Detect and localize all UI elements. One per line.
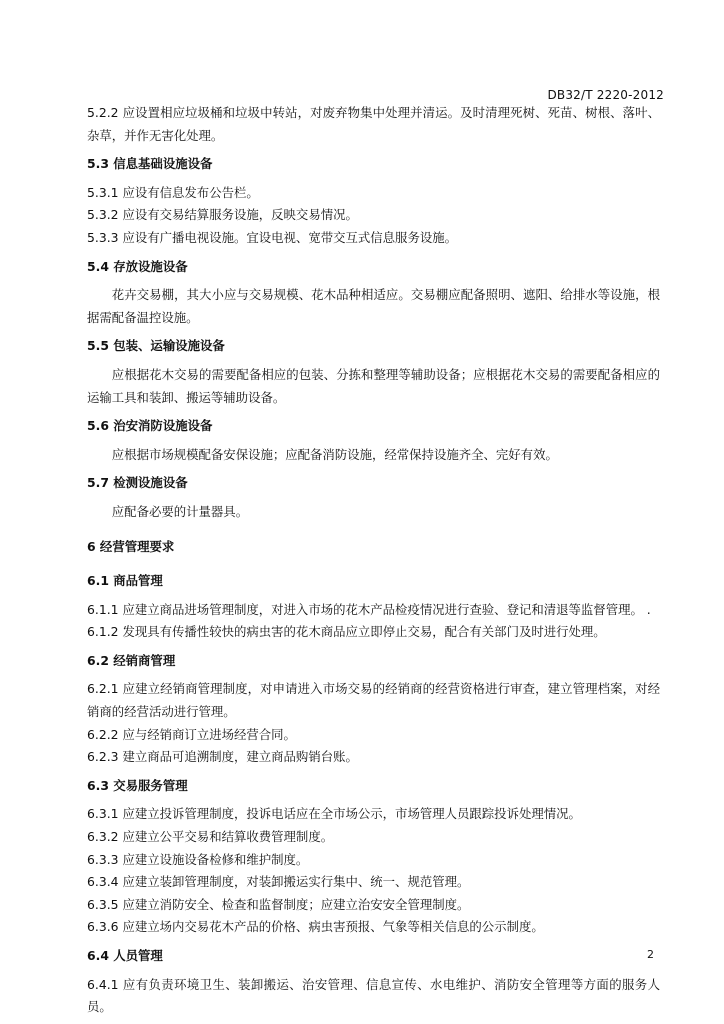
clause-6-2-2: 6.2.2 应与经销商订立进场经营合同。 — [87, 726, 296, 742]
paragraph-5-4: 花卉交易棚，其大小应与交易规模、花木品种相适应。交易棚应配备照明、遮阳、给排水等设施，根据需配备温控设施。 — [87, 287, 660, 325]
chapter-6-heading: 6 经营管理要求 — [87, 538, 175, 554]
paragraph-5-5: 应根据花木交易的需要配备相应的包装、分拣和整理等辅助设备；应根据花木交易的需要配备相应的运输工具和装卸、搬运等辅助设备。 — [87, 366, 660, 405]
clause-5-3-1: 5.3.1 应设有信息发布公告栏。 — [87, 184, 259, 200]
clause-6-1-1: 6.1.1 应建立商品进场管理制度，对进入市场的花木产品检疫情况进行查验、登记和清退等监督管理。 . — [87, 601, 651, 617]
document-body — [87, 102, 660, 1019]
clause-6-3-4: 6.3.4 应建立装卸管理制度，对装卸搬运实行集中、统一、规范管理。 — [87, 874, 470, 890]
clause-6-2-3: 6.2.3 建立商品可追溯制度，建立商品购销台账。 — [87, 749, 358, 765]
section-5-4-heading: 5.4 存放设施设备 — [87, 258, 188, 274]
clause-6-3-5: 6.3.5 应建立消防安全、检查和监督制度；应建立治安安全管理制度。 — [87, 896, 470, 912]
section-6-2-heading: 6.2 经销商管理 — [87, 652, 176, 668]
clause-5-2-2: 5.2.2 应设置相应垃圾桶和垃圾中转站，对废弃物集中处理并清运。及时清理死树、死苗、树根、落叶、杂草，并作无害化处理。 — [87, 105, 660, 143]
section-6-3-heading: 6.3 交易服务管理 — [87, 777, 188, 793]
clause-6-3-2: 6.3.2 应建立公平交易和结算收费管理制度。 — [87, 829, 334, 845]
section-5-3-heading: 5.3 信息基础设施设备 — [87, 156, 213, 172]
clause-6-3-6: 6.3.6 应建立场内交易花木产品的价格、病虫害预报、气象等相关信息的公示制度。 — [87, 919, 544, 935]
clause-6-1-2: 6.1.2 发现具有传播性较快的病虫害的花木商品应立即停止交易，配合有关部门及时进行处理。 — [87, 624, 606, 640]
clause-6-3-3: 6.3.3 应建立设施设备检修和维护制度。 — [87, 851, 309, 867]
paragraph-5-6: 应根据市场规模配备安保设施；应配备消防设施，经常保持设施齐全、完好有效。 — [111, 446, 558, 462]
document-code: DB32/T 2220-2012 — [547, 88, 664, 102]
section-6-4-heading: 6.4 人员管理 — [87, 948, 163, 963]
clause-5-3-3: 5.3.3 应设有广播电视设施。宜设电视、宽带交互式信息服务设施。 — [87, 229, 458, 245]
section-5-6-heading: 5.6 治安消防设施设备 — [87, 418, 213, 434]
section-5-5-heading: 5.5 包装、运输设施设备 — [87, 338, 225, 354]
clause-6-3-1: 6.3.1 应建立投诉管理制度，投诉电话应在全市场公示，市场管理人员跟踪投诉处理情况。 — [87, 806, 581, 822]
section-5-7-heading: 5.7 检测设施设备 — [87, 475, 188, 491]
clause-6-2-1: 6.2.1 应建立经销商管理制度，对申请进入市场交易的经销商的经营资格进行审查，建立管理档案，对经销商的经营活动进行管理。 — [87, 681, 660, 720]
clause-5-3-2: 5.3.2 应设有交易结算服务设施，反映交易情况。 — [87, 207, 358, 223]
page-number: 2 — [647, 948, 654, 961]
section-6-1-heading: 6.1 商品管理 — [87, 573, 163, 589]
paragraph-5-7: 应配备必要的计量器具。 — [111, 503, 249, 519]
clause-6-4-1: 6.4.1 应有负责环境卫生、装卸搬运、治安管理、信息宣传、水电维护、消防安全管理等方面的服务人员。 — [87, 976, 660, 1015]
